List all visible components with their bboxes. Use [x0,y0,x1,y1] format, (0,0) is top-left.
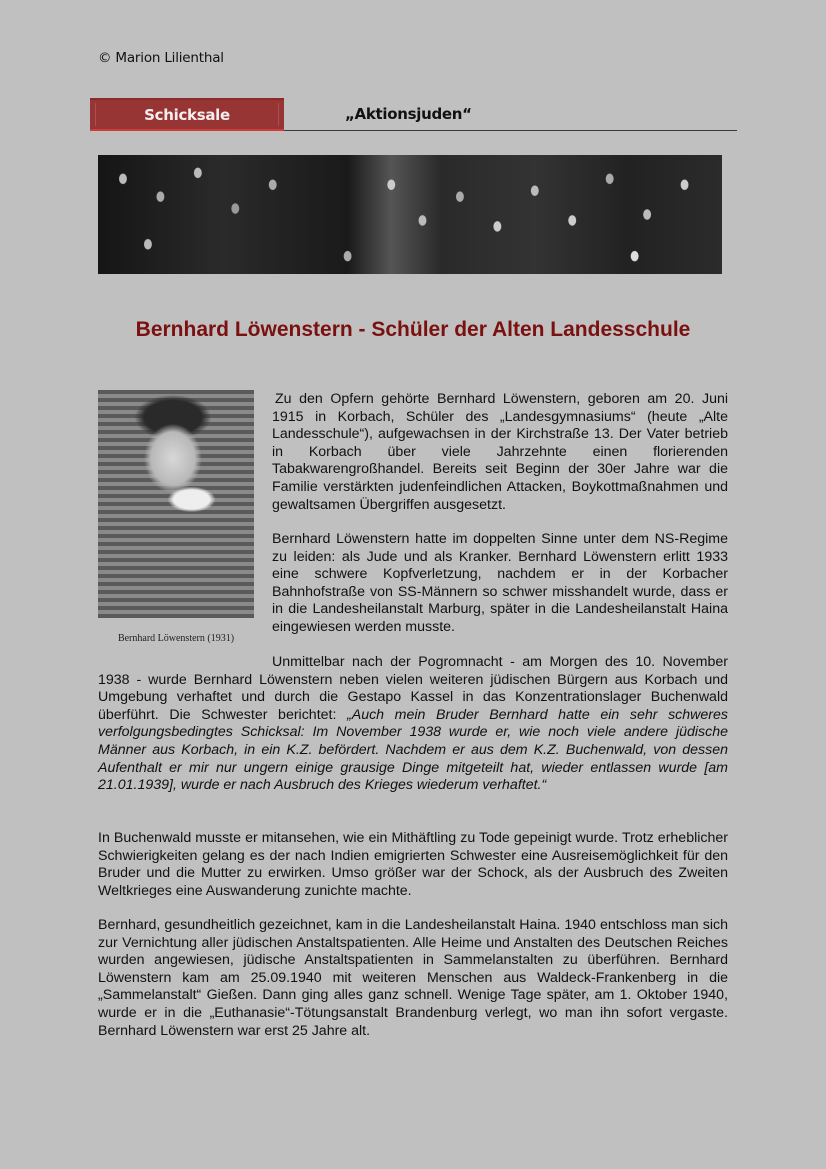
copyright-notice: © Marion Lilienthal [98,50,224,66]
paragraph-pogrom-text: Unmittelbar nach der Pogromnacht - am Morgen des 10. November 1938 - wurde Bernhard Löwenstern neben vielen weiteren jüdischen Bürgern aus Korbach und Umgebung verhaftet und durch die Gestapo Kassel in das Konzentrationslager Buchenwald überführt. Die Schwester berichtet: [98,654,728,723]
section-tab-label: Schicksale [144,106,230,124]
article-title: Bernhard Löwenstern - Schüler der Alten Landesschule [135,318,691,341]
header-divider [284,130,737,131]
portrait-photo-icon [98,390,254,618]
paragraph-persecution: Bernhard Löwenstern hatte im doppelten Sinne unter dem NS-Regime zu leiden: als Jude und als Kranker. Bernhard Löwenstern erlitt 1933 eine schwere Kopfverletzung, nachdem er in der Korbacher Bahnhofstraße von SS-Männern so schwer misshandelt wurde, dass er in die Landesheilanstalt Marburg, später in die Landesheilanstalt Haina eingewiesen werden musste. [272,531,728,635]
sister-quote: „Auch mein Bruder Bernhard hatte ein sehr schweres verfolgungsbedingtes Schicksal: Im November 1938 wurde er, wie noch viele andere jüdische Männer aus Korbach, in ein K.Z. befördert. Nachdem er aus dem K.Z. Buchenwald, von dessen Aufenthalt er mir nur ungern einige grausige Dinge mitgeteilt hat, wieder entlassen wurde [am 21.01.1939], wurde er nach Ausbruch des Krieges wiederum verhaftet.“ [98,706,728,794]
topic-label: „Aktionsjuden“ [345,105,472,123]
paragraph-euthanasia: Bernhard, gesundheitlich gezeichnet, kam in die Landesheilanstalt Haina. 1940 entschloss man sich zur Vernichtung aller jüdischen Anstaltspatienten. Alle Heime und Anstalten des Deutschen Reiches wurden angewiesen, jüdische Anstaltspatienten in Sammelanstalten zu überführen. Bernhard Löwenstern kam am 25.09.1940 mit weiteren Menschen aus Waldeck-Frankenberg in die „Sammelanstalt“ Gießen. Dann ging alles ganz schnell. Wenige Tage später, am 1. Oktober 1940, wurde er in die „Euthanasie“-Tötungsanstalt Brandenburg verlegt, wo man ihn sofort vergaste. Bernhard Löwenstern war erst 25 Jahre alt. [98,917,728,1039]
section-tab [90,98,284,131]
paragraph-pogrom [98,654,728,795]
paragraph-buchenwald: In Buchenwald musste er mitansehen, wie ein Mithäftling zu Tode gepeinigt wurde. Trotz erheblicher Schwierigkeiten gelang es der nach Indien emigrierten Schwester eine Ausreisemöglichkeit für den Bruder und die Mutter zu erwirken. Umso größer war der Schock, als der Ausbruch des Zweiten Weltkrieges eine Auswanderung zunichte machte. [98,830,728,899]
banner-photo-icon [98,155,722,274]
portrait-caption: Bernhard Löwenstern (1931) [117,633,235,644]
section-header [90,98,737,132]
paragraph-intro: Zu den Opfern gehörte Bernhard Löwenstern, geboren am 20. Juni 1915 in Korbach, Schüler des „Landesgymnasiums“ (heute „Alte Landesschule“), aufgewachsen in der Kirchstraße 13. Der Vater betrieb in Korbach über viele Jahrzehnte einen florierenden Tabakwarengroßhandel. Bereits seit Beginn der 30er Jahre war die Familie verstärkten judenfeindlichen Attacken, Boykottmaßnahmen und gewaltsamen Übergriffen ausgesetzt. [272,391,728,513]
